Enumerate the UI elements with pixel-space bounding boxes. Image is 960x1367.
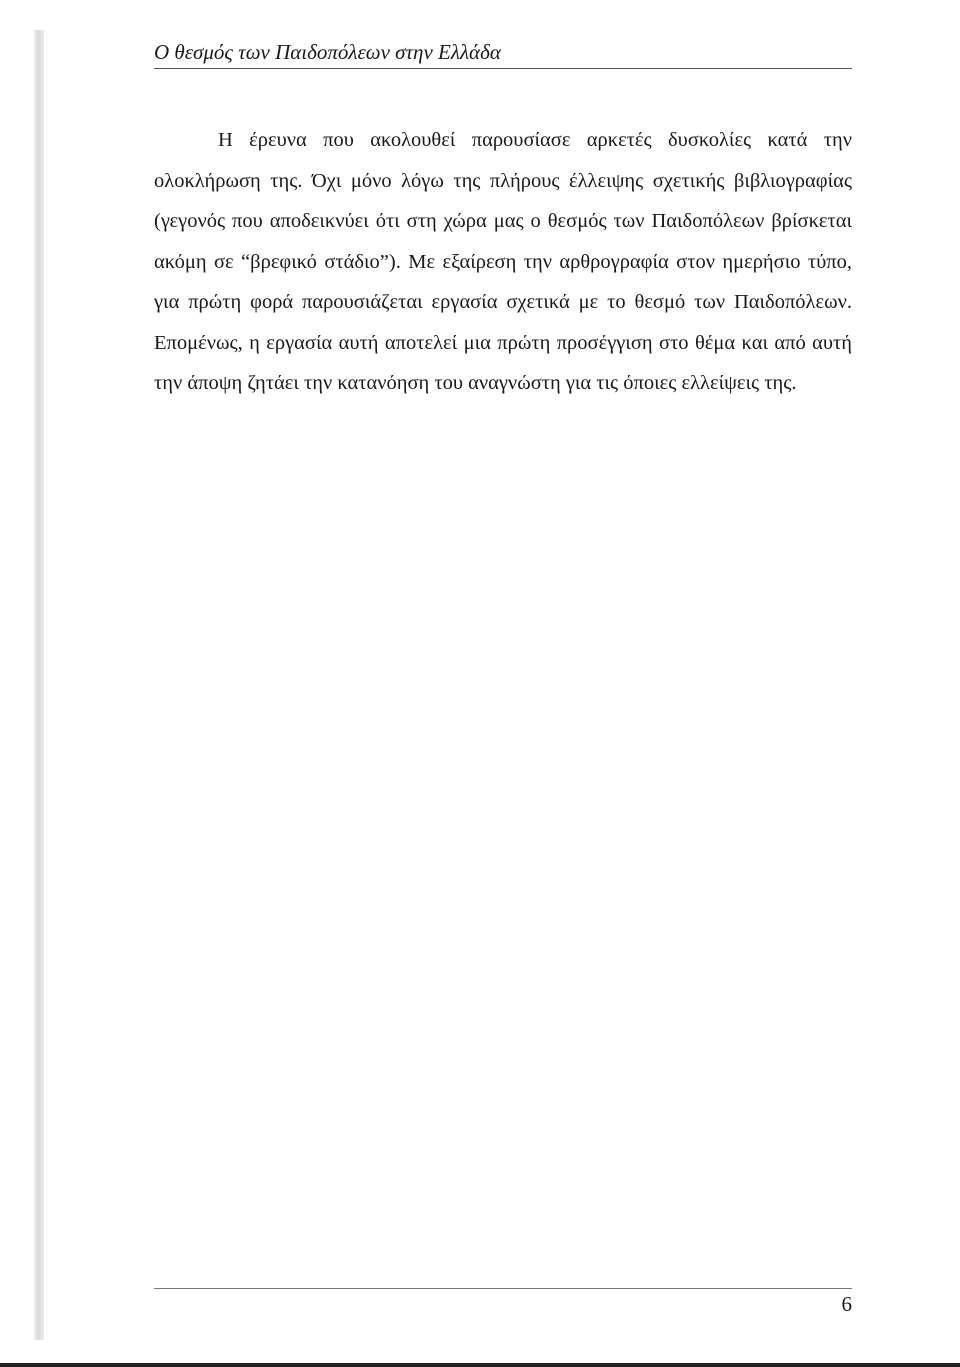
page-number: 6	[841, 1292, 852, 1316]
running-header: Ο θεσμός των Παιδοπόλεων στην Ελλάδα	[154, 40, 501, 64]
scan-binding-edge	[34, 30, 44, 1340]
body-paragraph: Η έρευνα που ακολουθεί παρουσίασε αρκετές δυσκολίες κατά την ολοκλήρωση της. Όχι μόνο λόγω της πλήρους έλλειψης σχετικής βιβλιογραφίας (γεγονός που αποδεικνύει ότι στη χώρα μας ο θεσμός των Παιδοπόλεων βρίσκεται ακόμη σε “βρεφικό στάδιο”). Με εξαίρεση την αρθρογραφία στον ημερήσιο τύπο, για πρώτη φορά παρουσιάζεται εργασία σχετικά με το θεσμό των Παιδοπόλεων. Επομένως, η εργασία αυτή αποτελεί μια πρώτη προσέγγιση στο θέμα και από αυτή την άποψη ζητάει την κατανόηση του αναγνώστη για τις όποιες ελλείψεις της.	[154, 129, 852, 394]
scan-bottom-edge	[0, 1363, 960, 1367]
header-rule	[154, 68, 852, 69]
footer-rule	[154, 1288, 852, 1289]
